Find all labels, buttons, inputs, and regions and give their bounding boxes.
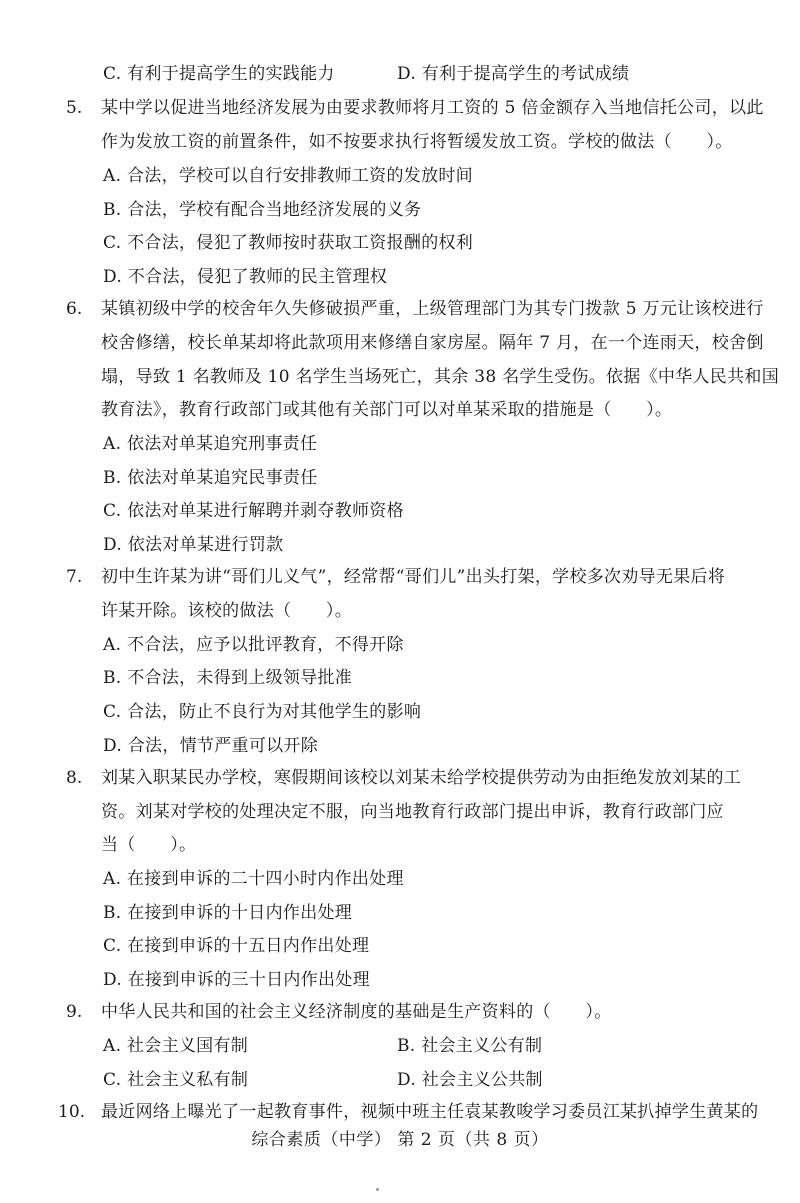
q8-option-a: A. 在接到申诉的二十四小时内作出处理 <box>103 869 404 889</box>
q5-option-c: C. 不合法，侵犯了教师按时获取工资报酬的权利 <box>103 233 474 253</box>
q9-number: 9. <box>66 1002 83 1022</box>
q9-option-d: D. 社会主义公共制 <box>397 1070 543 1090</box>
q5-stem-line1: 某中学以促进当地经济发展为由要求教师将月工资的 5 倍金额存入当地信托公司，以此 <box>101 98 764 118</box>
q6-option-c: C. 依法对单某进行解聘并剥夺教师资格 <box>103 501 404 521</box>
q6-stem-line1: 某镇初级中学的校舍年久失修破损严重，上级管理部门为其专门拨款 5 万元让该校进行 <box>101 299 764 319</box>
scan-speck <box>376 1188 379 1191</box>
q7-stem-line2: 许某开除。该校的做法（ ）。 <box>101 601 352 621</box>
q6-stem-line2: 校舍修缮，校长单某却将此款项用来修缮自家房屋。隔年 7 月，在一个连雨天，校舍倒 <box>101 333 764 353</box>
q10-number: 10. <box>58 1102 86 1122</box>
q5-option-b: B. 合法，学校有配合当地经济发展的义务 <box>103 200 422 220</box>
page-footer: 综合素质（中学） 第 2 页（共 8 页） <box>251 1130 549 1150</box>
q8-option-c: C. 在接到申诉的十五日内作出处理 <box>103 936 370 956</box>
q9-option-a: A. 社会主义国有制 <box>103 1036 249 1056</box>
q7-stem-line1: 初中生许某为讲“哥们儿义气”，经常帮“哥们儿”出头打架，学校多次劝导无果后将 <box>101 567 726 587</box>
q10-stem-line1: 最近网络上曝光了一起教育事件，视频中班主任袁某教唆学习委员江某扒掉学生黄某的 <box>101 1102 759 1122</box>
q7-option-a: A. 不合法，应予以批评教育，不得开除 <box>103 635 404 655</box>
q4-option-c: C. 有利于提高学生的实践能力 <box>103 64 335 84</box>
q6-option-d: D. 依法对单某进行罚款 <box>103 535 284 555</box>
q9-option-c: C. 社会主义私有制 <box>103 1070 249 1090</box>
q8-number: 8. <box>66 768 83 788</box>
q7-option-c: C. 合法，防止不良行为对其他学生的影响 <box>103 702 422 722</box>
q6-number: 6. <box>66 299 83 319</box>
q8-stem-line3: 当（ ）。 <box>101 835 197 855</box>
q7-number: 7. <box>66 567 83 587</box>
q6-option-a: A. 依法对单某追究刑事责任 <box>103 434 318 454</box>
q8-option-b: B. 在接到申诉的十日内作出处理 <box>103 903 353 923</box>
q5-number: 5. <box>66 98 83 118</box>
q6-stem-line4: 教育法》，教育行政部门或其他有关部门可以对单某采取的措施是（ ）。 <box>101 400 673 420</box>
q5-option-d: D. 不合法，侵犯了教师的民主管理权 <box>103 267 388 287</box>
q6-stem-line3: 塌，导致 1 名教师及 10 名学生当场死亡，其余 38 名学生受伤。依据《中华人民共和国 <box>101 367 780 387</box>
q7-option-b: B. 不合法，未得到上级领导批准 <box>103 668 353 688</box>
q4-option-d: D. 有利于提高学生的考试成绩 <box>397 64 630 84</box>
q8-option-d: D. 在接到申诉的三十日内作出处理 <box>103 970 370 990</box>
q8-stem-line1: 刘某入职某民办学校，寒假期间该校以刘某未给学校提供劳动为由拒绝发放刘某的工 <box>101 768 742 788</box>
q7-option-d: D. 合法，情节严重可以开除 <box>103 736 319 756</box>
q9-stem-line1: 中华人民共和国的社会主义经济制度的基础是生产资料的（ ）。 <box>101 1002 612 1022</box>
q6-option-b: B. 依法对单某追究民事责任 <box>103 468 318 488</box>
q9-option-b: B. 社会主义公有制 <box>397 1036 543 1056</box>
q5-option-a: A. 合法，学校可以自行安排教师工资的发放时间 <box>103 166 473 186</box>
q8-stem-line2: 资。刘某对学校的处理决定不服，向当地教育行政部门提出申诉，教育行政部门应 <box>101 802 724 822</box>
q5-stem-line2: 作为发放工资的前置条件，如不按要求执行将暂缓发放工资。学校的做法（ ）。 <box>101 132 733 152</box>
